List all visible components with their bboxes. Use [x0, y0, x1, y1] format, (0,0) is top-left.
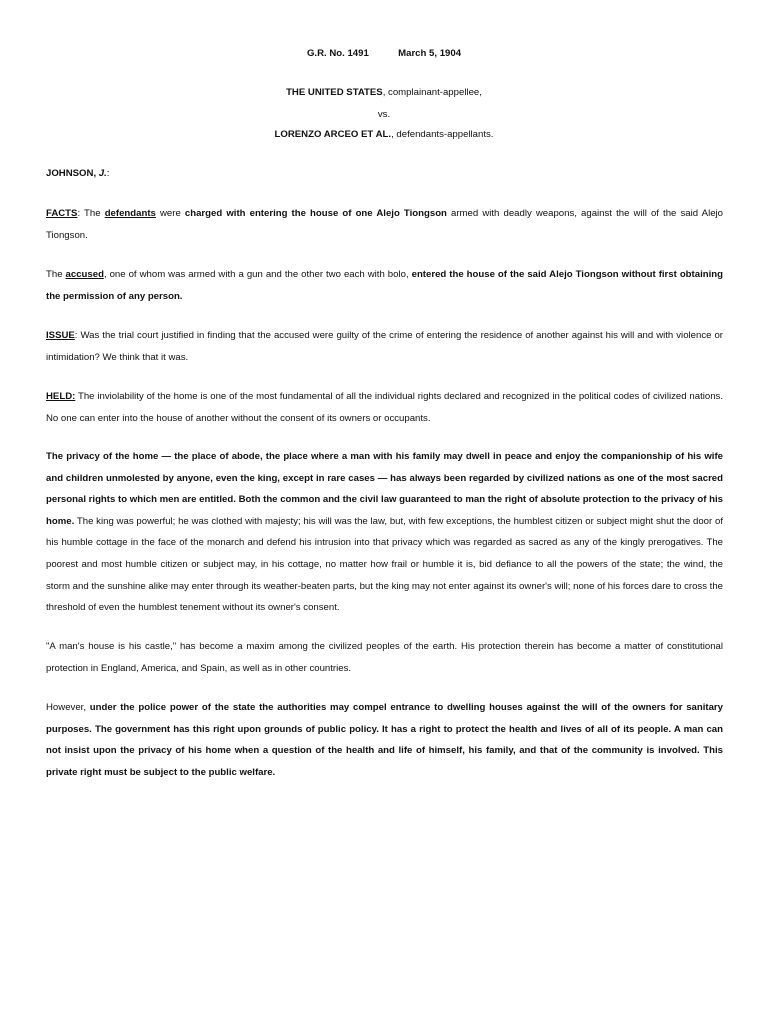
police-text-1: However, [46, 702, 90, 713]
case-number-line [0, 48, 768, 60]
defendant-line [0, 129, 768, 141]
privacy-bold-text: The privacy of the home — the place of abode, the place where a man with his family may dwell in peace and enjoy the companionship of his wife and children unmolested by anyone, even the king, except in rare cases — has always been regarded by civilized nations as one of the most sacred personal rights to which men are entitled. Both the common and the civil law guaranteed to man the right of absolute protection to the privacy of his home. [46, 451, 723, 527]
facts-text-3: armed with deadly weapons, against the will of the said Alejo Tiongson. [46, 208, 723, 241]
ponente [46, 168, 109, 180]
ponente-name: JOHNSON, [46, 168, 99, 179]
ponente-title: J. [98, 168, 107, 179]
ponente-suffix: : [106, 168, 110, 179]
accused-term: accused [65, 269, 104, 280]
facts-paragraph [46, 203, 723, 246]
facts-bold-text: charged with entering the house of one Alejo Tiongson [184, 208, 447, 219]
issue-paragraph [46, 325, 723, 368]
privacy-text: The king was powerful; he was clothed with majesty; his will was the law, but, with few exceptions, the humblest citizen or subject might shut the door of his humble cottage in the face of the monarch and defend his intrusion into that privacy which was regarded as sacred as any of the kingly prerogatives. The poorest and most humble citizen or subject may, in his cottage, no matter how frail or humble it is, bid defiance to all the powers of the state; the wind, the storm and the sunshine alike may enter through its weather-beaten parts, but the king may not enter against its owner's will; none of his forces dare to cross the threshold of even the humblest tenement without its owner's consent. [46, 515, 723, 614]
castle-paragraph: "A man's house is his castle," has become a maxim among the civilized peoples of the earth. His protection therein has become a matter of constitutional protection in England, America, and Spain, as well as in other countries. [46, 641, 723, 674]
accused-text-2: , one of whom was armed with a gun and the other two each with bolo, [103, 269, 412, 280]
police-power-paragraph [46, 697, 723, 783]
decision-date: March 5, 1904 [398, 48, 462, 59]
defendant-name: LORENZO ARCEO ET AL. [274, 129, 392, 140]
issue-label: ISSUE [46, 330, 75, 341]
plaintiff-name: THE UNITED STATES [286, 87, 383, 98]
versus-line: vs. [377, 109, 391, 120]
accused-bold-text: entered the house of the said Alejo Tiongson without first obtaining the permission of any person. [46, 269, 723, 302]
defendant-role: , defendants-appellants. [391, 129, 494, 140]
gr-number: G.R. No. 1491 [306, 48, 369, 59]
issue-text: : Was the trial court justified in finding that the accused were guilty of the crime of entering the residence of another against his will and with violence or intimidation? We think that it was. [46, 330, 723, 363]
held-text: The inviolability of the home is one of the most fundamental of all the individual rights declared and recognized in the political codes of civilized nations. No one can enter into the house of another without the consent of its owners or occupants. [46, 391, 723, 424]
facts-text-1: : The [77, 208, 105, 219]
plaintiff-role: , complainant-appellee, [382, 87, 482, 98]
accused-paragraph [46, 264, 723, 307]
held-label: HELD: [46, 391, 76, 402]
accused-text-1: The [46, 269, 66, 280]
held-paragraph [46, 386, 723, 429]
plaintiff-line [0, 87, 768, 99]
privacy-paragraph [46, 446, 723, 619]
facts-text-2: were [155, 208, 185, 219]
facts-label: FACTS [46, 208, 78, 219]
police-bold-text: under the police power of the state the authorities may compel entrance to dwelling houses against the will of the owners for sanitary purposes. The government has this right upon grounds of public policy. It has a right to protect the health and lives of all of its people. A man can not insist upon the privacy of his home when a question of the health and life of himself, his family, and that of the community is involved. This private right must be subject to the public welfare. [46, 702, 723, 778]
defendants-term: defendants [104, 208, 156, 219]
